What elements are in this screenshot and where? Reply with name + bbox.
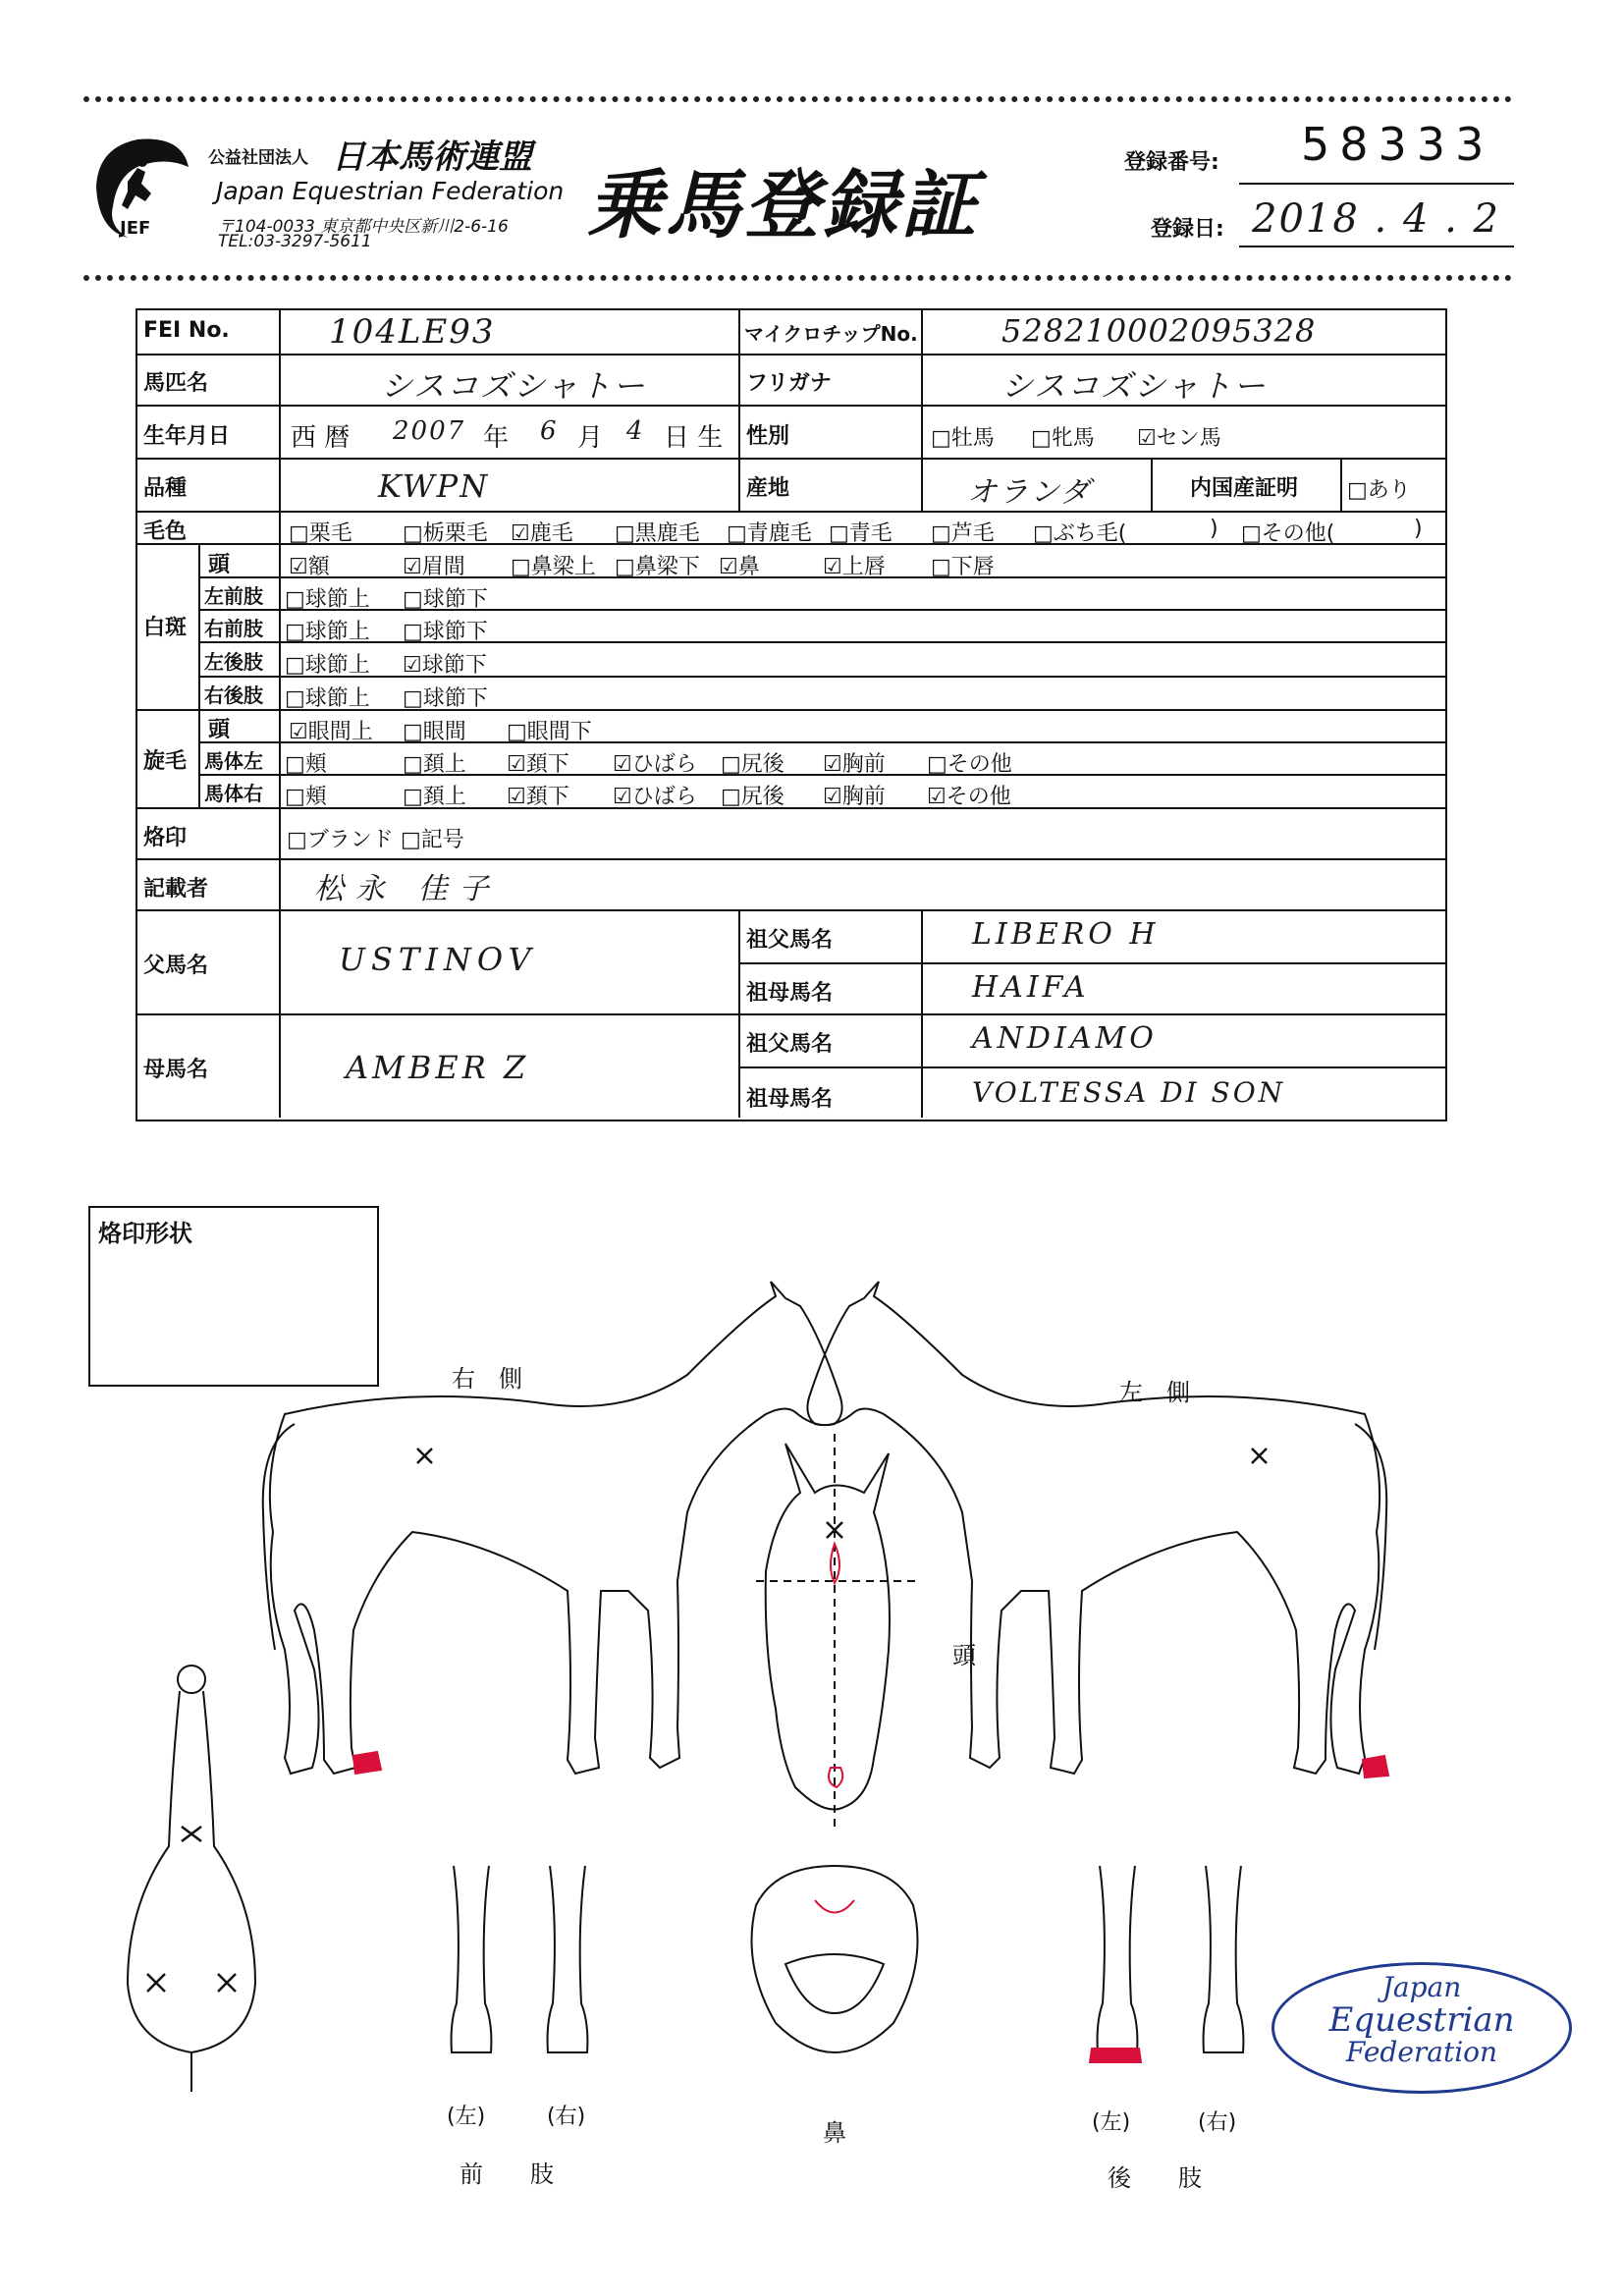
whorl-left-other[interactable]: □その他 (927, 752, 1012, 777)
sex-option-filly[interactable]: □牝馬 (1031, 426, 1095, 451)
coat-dark-chestnut[interactable]: □栃栗毛 (403, 521, 488, 546)
domestic-cert-option[interactable]: □あり (1347, 478, 1411, 503)
forelimb-caption: 前 肢 (460, 2160, 554, 2188)
microchip-value: 528210002095328 (1001, 312, 1317, 350)
head-caption: 頭 (952, 1642, 976, 1669)
furigana-value: シスコズシャトー (1001, 367, 1268, 405)
granddam-1-label: 祖母馬名 (746, 981, 834, 1006)
hind-right-caption: (右) (1198, 2110, 1237, 2135)
white-right-fore-label: 右前肢 (204, 617, 263, 640)
dob-year-unit: 年 (483, 423, 510, 453)
white-head-lower-lip[interactable]: □下唇 (931, 555, 995, 579)
grandsire-1-value: LIBERO H (972, 917, 1160, 952)
whorl-right-chest[interactable]: ☑胸前 (823, 785, 886, 809)
dob-day: 4 (626, 416, 645, 446)
sex-option-colt[interactable]: □牡馬 (931, 426, 995, 451)
white-left-hind-label: 左後肢 (204, 650, 263, 674)
coat-chestnut[interactable]: □栗毛 (289, 521, 352, 546)
whorl-head-label: 頭 (208, 718, 231, 742)
breed-value: KWPN (378, 467, 490, 505)
white-head-upper-lip[interactable]: ☑上唇 (823, 555, 886, 579)
dob-month: 6 (540, 416, 559, 446)
origin-value: オランダ (967, 475, 1092, 510)
left-side-horse-outline (807, 1282, 1386, 1774)
white-head-between-eyes[interactable]: ☑眉間 (403, 555, 465, 579)
coat-other[interactable]: □その他( (1241, 521, 1335, 546)
whorl-head-between-eyes[interactable]: □眼間 (403, 720, 466, 744)
whorl-right-lower-neck[interactable]: ☑頚下 (507, 785, 569, 809)
whorl-right-other[interactable]: ☑その他 (927, 785, 1011, 809)
hind-left-caption: (左) (1092, 2110, 1131, 2135)
stamp-line-3: Federation (1345, 2036, 1498, 2068)
whorl-left-chest[interactable]: ☑胸前 (823, 752, 886, 777)
breed-label: 品種 (143, 476, 188, 501)
white-head-lower-bridge[interactable]: □鼻梁下 (615, 555, 700, 579)
white-right-hind-below[interactable]: □球節下 (403, 686, 488, 711)
domestic-cert-label: 内国産証明 (1190, 476, 1299, 501)
org-tel: TEL:03-3297-5611 (218, 232, 372, 251)
writer-label: 記載者 (143, 877, 209, 902)
whorl-right-upper-neck[interactable]: □頚上 (403, 785, 466, 809)
coat-bay[interactable]: ☑鹿毛 (511, 521, 573, 546)
coat-black[interactable]: □青毛 (829, 521, 893, 546)
grandsire-1-label: 祖父馬名 (746, 928, 834, 953)
white-right-hind-label: 右後肢 (204, 683, 263, 707)
horse-name-value: シスコズシャトー (381, 367, 647, 405)
registration-number-label: 登録番号: (1124, 150, 1219, 175)
origin-label: 産地 (746, 476, 790, 501)
left-side-caption: 左 側 (1119, 1379, 1190, 1406)
white-markings-label: 白斑 (143, 616, 188, 640)
granddam-1-value: HAIFA (972, 970, 1090, 1005)
dob-era: 西 暦 (291, 423, 351, 453)
white-right-fore-above[interactable]: □球節上 (285, 620, 370, 644)
grandsire-2-value: ANDIAMO (972, 1021, 1158, 1056)
fei-label: FEI No. (143, 318, 230, 343)
stamp-line-1: Japan (1381, 1971, 1462, 2003)
whorl-left-upper-neck[interactable]: □頚上 (403, 752, 466, 777)
white-right-fore-below[interactable]: □球節下 (403, 620, 488, 644)
white-head-label: 頭 (208, 553, 231, 577)
sire-label: 父馬名 (143, 954, 209, 978)
granddam-2-value: VOLTESSA DI SON (972, 1076, 1286, 1109)
logo-text: JEF (120, 218, 151, 239)
brand-shape-label: 烙印形状 (98, 1220, 192, 1247)
granddam-2-label: 祖母馬名 (746, 1087, 834, 1112)
forelegs-outline (452, 1866, 588, 2052)
right-side-horse-outline (263, 1282, 842, 1774)
stamp-line-2: Equestrian (1328, 2000, 1515, 2040)
white-left-hind-below[interactable]: ☑球節下 (403, 653, 487, 678)
document-title: 乗馬登録証 (587, 161, 980, 248)
grandsire-2-label: 祖父馬名 (746, 1032, 834, 1057)
org-address: 〒104-0033 東京都中央区新川2-6-16 (218, 217, 509, 237)
brand-label: 烙印 (143, 826, 188, 850)
sex-label: 性別 (746, 424, 790, 449)
dam-value: AMBER Z (346, 1049, 530, 1086)
dob-year: 2007 (393, 416, 466, 446)
whorl-left-body-label: 馬体左 (204, 749, 263, 773)
whorl-left-rear[interactable]: □尻後 (721, 752, 784, 777)
nose-caption: 鼻 (823, 2119, 846, 2147)
registration-date-value: 2018 . 4 . 2 (1252, 196, 1500, 242)
brand-option-symbol[interactable]: □記号 (401, 828, 464, 852)
whorl-right-body-label: 馬体右 (204, 782, 263, 805)
white-marking-marks (353, 1544, 1388, 2062)
writer-signature: 松永 佳子 (314, 872, 501, 906)
hindlimb-caption: 後 肢 (1108, 2164, 1202, 2192)
fore-right-caption: (右) (547, 2105, 586, 2129)
org-name-en: Japan Equestrian Federation (216, 177, 565, 205)
white-head-upper-bridge[interactable]: □鼻梁上 (511, 555, 596, 579)
fore-left-caption: (左) (447, 2105, 486, 2129)
whorl-left-lower-neck[interactable]: ☑頚下 (507, 752, 569, 777)
nose-outline (752, 1866, 918, 2052)
brand-option-brand[interactable]: □ブランド (287, 828, 394, 852)
registration-date-label: 登録日: (1151, 217, 1224, 242)
furigana-label: フリガナ (746, 371, 832, 396)
whorl-right-flank[interactable]: ☑ひばら (613, 785, 697, 809)
white-head-nose[interactable]: ☑鼻 (719, 555, 760, 579)
coat-other-close: ) (1414, 517, 1423, 541)
top-view-horse-outline (128, 1666, 255, 2092)
white-left-fore-below[interactable]: □球節下 (403, 587, 488, 612)
white-left-hind-above[interactable]: □球節上 (285, 653, 370, 678)
dob-day-unit: 日 生 (664, 423, 724, 453)
dob-month-unit: 月 (577, 423, 604, 453)
horse-name-label: 馬匹名 (143, 371, 209, 396)
org-type: 公益社団法人 (208, 148, 308, 168)
whorl-left-flank[interactable]: ☑ひばら (613, 752, 697, 777)
whorl-left-cheek[interactable]: □頬 (285, 752, 327, 777)
org-name-jp: 日本馬術連盟 (332, 137, 532, 177)
fei-value: 104LE93 (329, 312, 496, 352)
sire-value: USTINOV (339, 941, 537, 978)
dob-label: 生年月日 (143, 424, 231, 449)
white-left-fore-above[interactable]: □球節上 (285, 587, 370, 612)
whorl-marks (147, 1449, 1267, 1992)
whorls-label: 旋毛 (143, 749, 188, 774)
coat-grey[interactable]: □芦毛 (931, 521, 995, 546)
coat-dark-bay[interactable]: □黒鹿毛 (615, 521, 700, 546)
jef-stamp (1271, 1962, 1572, 2094)
dam-label: 母馬名 (143, 1058, 209, 1082)
registration-number-value: 58333 (1301, 118, 1494, 171)
white-left-fore-label: 左前肢 (204, 584, 263, 608)
white-head-forehead[interactable]: ☑額 (289, 555, 330, 579)
microchip-label: マイクロチップNo. (744, 322, 918, 346)
coat-brown[interactable]: □青鹿毛 (727, 521, 812, 546)
coat-pinto[interactable]: □ぶち毛( (1033, 521, 1127, 546)
whorl-head-above-eyes[interactable]: ☑眼間上 (289, 720, 373, 744)
sex-option-gelding[interactable]: ☑セン馬 (1137, 426, 1221, 451)
hindlegs-outline (1098, 1866, 1244, 2052)
whorl-right-rear[interactable]: □尻後 (721, 785, 784, 809)
white-right-hind-above[interactable]: □球節上 (285, 686, 370, 711)
right-side-caption: 右 側 (452, 1365, 522, 1393)
whorl-right-cheek[interactable]: □頬 (285, 785, 327, 809)
whorl-head-below-eyes[interactable]: □眼間下 (507, 720, 592, 744)
coat-color-label: 毛色 (143, 519, 188, 544)
coat-pinto-close: ) (1210, 517, 1218, 541)
